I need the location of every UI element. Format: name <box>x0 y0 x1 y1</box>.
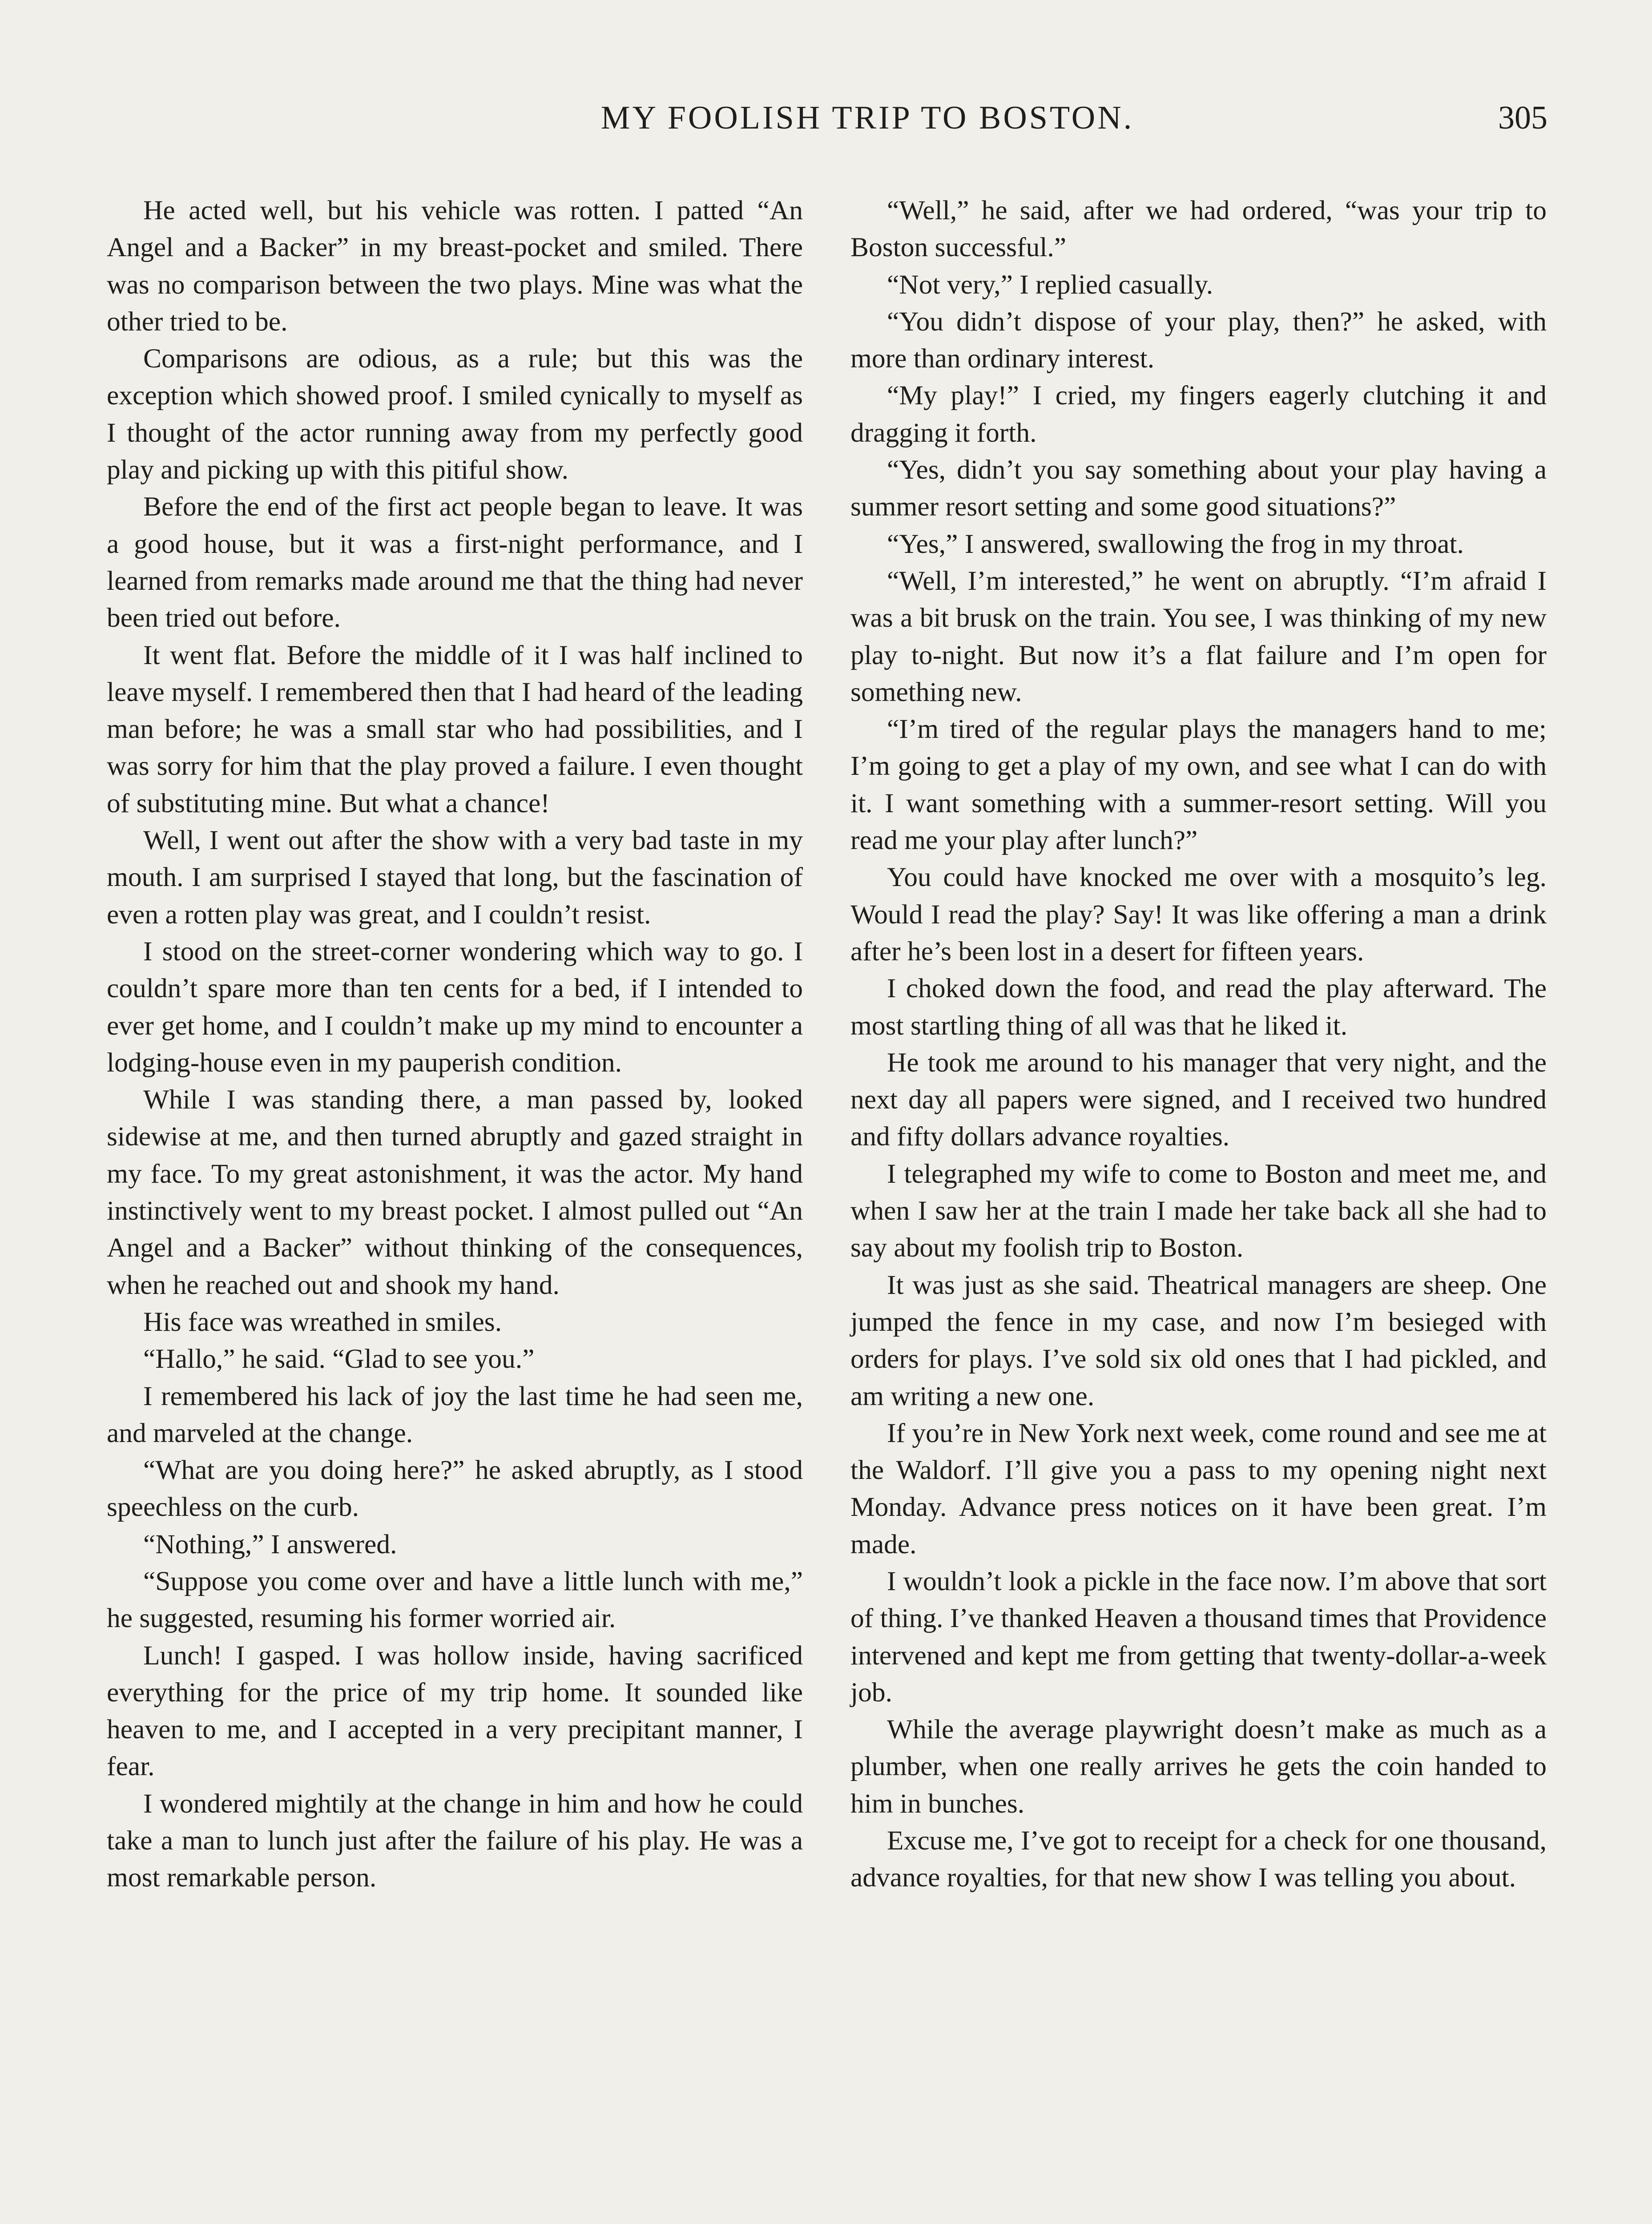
paragraph: He took me around to his manager that very night, and the next day all papers were signed, and I received two hundred and fifty dollars advance royalties. <box>850 1047 1547 1152</box>
paragraph: “You didn’t dispose of your play, then?” he asked, with more than ordinary interest. <box>850 306 1547 374</box>
paragraph: It went flat. Before the middle of it I was half inclined to leave myself. I remembered then that I had heard of the leading man before; he was a small star who had possibilities, and I was sorry for him that the play proved a failure. I even thought of substituting mine. But what a chance! <box>107 640 803 818</box>
paragraph: I telegraphed my wife to come to Boston and meet me, and when I saw her at the train I made her take back all she had to say about my foolish trip to Boston. <box>850 1158 1547 1263</box>
paragraph: “I’m tired of the regular plays the managers hand to me; I’m going to get a play of my own, and see what I can do with it. I want something with a summer-resort setting. Will you read me your play after lunch?” <box>850 714 1547 856</box>
paragraph: I choked down the food, and read the play afterward. The most startling thing of all was that he liked it. <box>850 973 1547 1041</box>
paragraph: Before the end of the first act people began to leave. It was a good house, but it was a first-night performance, and I learned from remarks made around me that the thing had never been tried out before. <box>107 492 803 633</box>
paragraph: “What are you doing here?” he asked abruptly, as I stood speechless on the curb. <box>107 1455 803 1523</box>
page-number: 305 <box>1498 100 1547 136</box>
paragraph: I wouldn’t look a pickle in the face now. I’m above that sort of thing. I’ve thanked Heaven a thousand times that Providence intervened and kept me from getting that twenty-dollar-a-week job. <box>850 1566 1547 1708</box>
paragraph: His face was wreathed in smiles. <box>143 1306 502 1337</box>
paragraph: “My play!” I cried, my fingers eagerly clutching it and dragging it forth. <box>850 380 1547 448</box>
paragraph: I remembered his lack of joy the last time he had seen me, and marveled at the change. <box>107 1381 803 1448</box>
paragraph: “Well,” he said, after we had ordered, “was your trip to Boston successful.” <box>850 195 1547 263</box>
paragraph: He acted well, but his vehicle was rotten. I patted “An Angel and a Backer” in my breast-pocket and smiled. There was no comparison between the two plays. Mine was what the other tried to be. <box>107 195 803 337</box>
paragraph: “Suppose you come over and have a little lunch with me,” he suggested, resuming his former worried air. <box>107 1566 803 1634</box>
paragraph: Comparisons are odious, as a rule; but this was the exception which showed proof. I smiled cynically to myself as I thought of the actor running away from my perfectly good play and picking up with this pitiful show. <box>107 343 803 485</box>
paragraph: Excuse me, I’ve got to receipt for a check for one thousand, advance royalties, for that new show I was telling you about. <box>850 1825 1547 1893</box>
paragraph: It was just as she said. Theatrical managers are sheep. One jumped the fence in my case, and now I’m besieged with orders for plays. I’ve sold six old ones that I had pickled, and am writing a new one. <box>850 1269 1547 1411</box>
paragraph: “Hallo,” he said. “Glad to see you.” <box>143 1344 535 1374</box>
paragraph: I stood on the street-corner wondering which way to go. I couldn’t spare more than ten cents for a bed, if I intended to ever get home, and I couldn’t make up my mind to encounter a lodging-house even in my pauperish condition. <box>107 936 803 1078</box>
paragraph: While I was standing there, a man passed by, looked sidewise at me, and then turned abruptly and gazed straight in my face. To my great astonishment, it was the actor. My hand instinctively went to my breast pocket. I almost pulled out “An Angel and a Backer” without thinking of the consequences, when he reached out and shook my hand. <box>107 1084 803 1300</box>
left-column <box>107 192 803 1897</box>
paragraph: If you’re in New York next week, come round and see me at the Waldorf. I’ll give you a pass to my opening night next Monday. Advance press notices on it have been great. I’m made. <box>850 1418 1547 1559</box>
paragraph: “Nothing,” I answered. <box>143 1529 397 1559</box>
paragraph: “Yes, didn’t you say something about your play having a summer resort setting and some good situations?” <box>850 455 1547 522</box>
paragraph: “Yes,” I answered, swallowing the frog in my throat. <box>887 528 1464 559</box>
paragraph: “Well, I’m interested,” he went on abruptly. “I’m afraid I was a bit brusk on the train. You see, I was thinking of my new play to-night. But now it’s a flat failure and I’m open for something new. <box>850 565 1547 707</box>
paragraph: While the average playwright doesn’t make as much as a plumber, when one really arrives he gets the coin handed to him in bunches. <box>850 1714 1547 1819</box>
paragraph: Well, I went out after the show with a very bad taste in my mouth. I am surprised I stayed that long, but the fascination of even a rotten play was great, and I couldn’t resist. <box>107 825 803 930</box>
paragraph: Lunch! I gasped. I was hollow inside, having sacrificed everything for the price of my trip home. It sounded like heaven to me, and I accepted in a very precipitant manner, I fear. <box>107 1640 803 1782</box>
paragraph: You could have knocked me over with a mosquito’s leg. Would I read the play? Say! It was like offering a man a drink after he’s been lost in a desert for fifteen years. <box>850 862 1547 967</box>
right-column <box>850 192 1547 1897</box>
paragraph: I wondered mightily at the change in him and how he could take a man to lunch just after the failure of his play. He was a most remarkable person. <box>107 1788 803 1893</box>
paragraph: “Not very,” I replied casually. <box>887 269 1213 300</box>
running-title: MY FOOLISH TRIP TO BOSTON. <box>600 100 1134 136</box>
